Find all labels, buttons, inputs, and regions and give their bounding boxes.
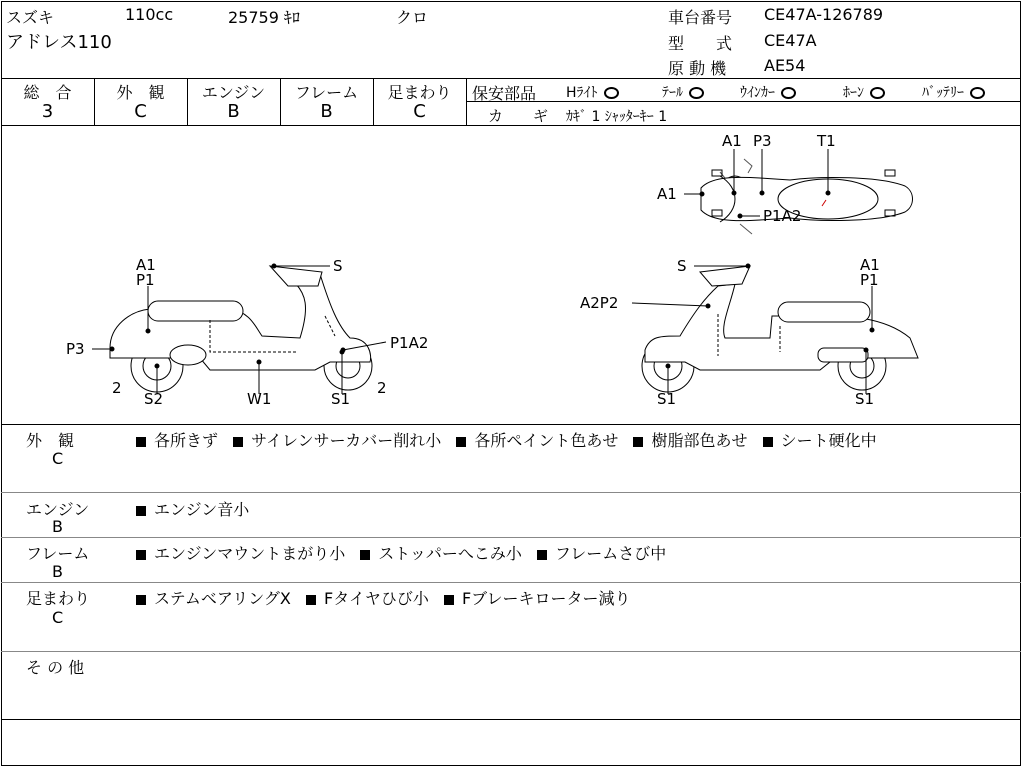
grade-frame-label: フレーム (294, 83, 359, 102)
grade-frame-value: B (320, 101, 333, 122)
model-name: アドレス110 (6, 32, 112, 53)
diagram-label: P1 (860, 271, 879, 289)
section-exterior-remarks: 各所きず サイレンサーカバー削れ小 各所ペイント色あせ 樹脂部色あせ シート硬化中 (136, 428, 877, 451)
section-exterior-grade: C (52, 449, 64, 468)
divider (1, 582, 1021, 583)
diagram-label: S (333, 257, 343, 275)
diagram-label: P1A2 (763, 207, 802, 225)
diagram-label: A1 (136, 256, 156, 274)
divider (1, 651, 1021, 652)
safety-item-tail: ﾃｰﾙ (662, 82, 704, 102)
grade-engine-value: B (227, 101, 240, 122)
diagram-label: S1 (331, 390, 351, 408)
divider (1, 719, 1021, 720)
frame-no: CE47A-126789 (764, 5, 884, 24)
diagram-label: 2 (112, 379, 122, 397)
ok-mark-icon (870, 87, 885, 99)
diagram-label: S2 (144, 390, 164, 408)
grade-total-label: 総 合 (23, 83, 72, 102)
section-suspension-label: 足まわり (26, 589, 91, 608)
diagram-label: A1 (657, 185, 677, 203)
key-value: ｶｷﾞ 1 ｼｬｯﾀｰｷｰ 1 (566, 109, 668, 125)
maker-name: スズキ (6, 8, 55, 27)
key-label: カ ギ (488, 107, 549, 125)
grade-total-value: 3 (41, 101, 54, 122)
engine-value: AE54 (764, 56, 806, 75)
damage-diagram (0, 126, 1024, 424)
diagram-label: A1 (722, 132, 742, 150)
ok-mark-icon (604, 87, 619, 99)
grade-exterior-label: 外 観 (116, 83, 165, 102)
section-other-label: そ の 他 (26, 658, 85, 677)
engine-label: 原 動 機 (668, 59, 727, 78)
diagram-label: P1A2 (390, 334, 429, 352)
safety-item-headlight: Hﾗｲﾄ (566, 82, 619, 102)
frame-no-label: 車台番号 (668, 8, 733, 27)
safety-item-battery: ﾊﾞｯﾃﾘｰ (922, 82, 985, 102)
section-frame-label: フレーム (26, 544, 90, 563)
color: クロ (396, 8, 429, 27)
grade-suspension-label: 足まわり (387, 83, 452, 102)
ok-mark-icon (781, 87, 796, 99)
section-frame-grade: B (52, 562, 63, 581)
diagram-label: A2P2 (580, 294, 619, 312)
divider (1, 78, 1021, 79)
safety-item-winker: ｳｲﾝｶｰ (740, 82, 796, 102)
diagram-label: S (677, 257, 687, 275)
divider (1, 537, 1021, 538)
diagram-label: P3 (66, 340, 85, 358)
type-label: 型 式 (668, 34, 733, 53)
section-exterior-label: 外 観 (26, 431, 75, 450)
safety-item-horn: ﾎｰﾝ (843, 82, 885, 102)
section-engine-label: エンジン (26, 500, 90, 519)
section-engine-remarks: エンジン音小 (136, 497, 249, 520)
grade-engine-label: エンジン (201, 83, 266, 102)
diagram-label: S1 (657, 390, 677, 408)
grade-exterior-value: C (134, 101, 147, 122)
diagram-label: P1 (136, 271, 155, 289)
diagram-label: P3 (753, 132, 772, 150)
grade-suspension-value: C (413, 101, 426, 122)
ok-mark-icon (970, 87, 985, 99)
diagram-label: 2 (377, 379, 387, 397)
diagram-label: T1 (817, 132, 836, 150)
type-value: CE47A (764, 31, 817, 50)
safety-label: 保安部品 (472, 84, 537, 103)
scooter-top-view (701, 159, 913, 234)
ok-mark-icon (689, 87, 704, 99)
diagram-label: A1 (860, 256, 880, 274)
section-suspension-grade: C (52, 608, 64, 627)
section-engine-grade: B (52, 517, 63, 536)
mileage: 25759 ｷﾛ (228, 8, 300, 27)
divider (1, 424, 1021, 425)
section-frame-remarks: エンジンマウントまがり小 ストッパーへこみ小 フレームさび中 (136, 541, 666, 564)
divider (1, 492, 1021, 493)
section-suspension-remarks: ステムベアリングX Fタイヤひび小 Fブレーキローター減り (136, 586, 631, 609)
diagram-label: W1 (247, 390, 272, 408)
displacement: 110cc (125, 5, 174, 24)
diagram-label: S1 (855, 390, 875, 408)
